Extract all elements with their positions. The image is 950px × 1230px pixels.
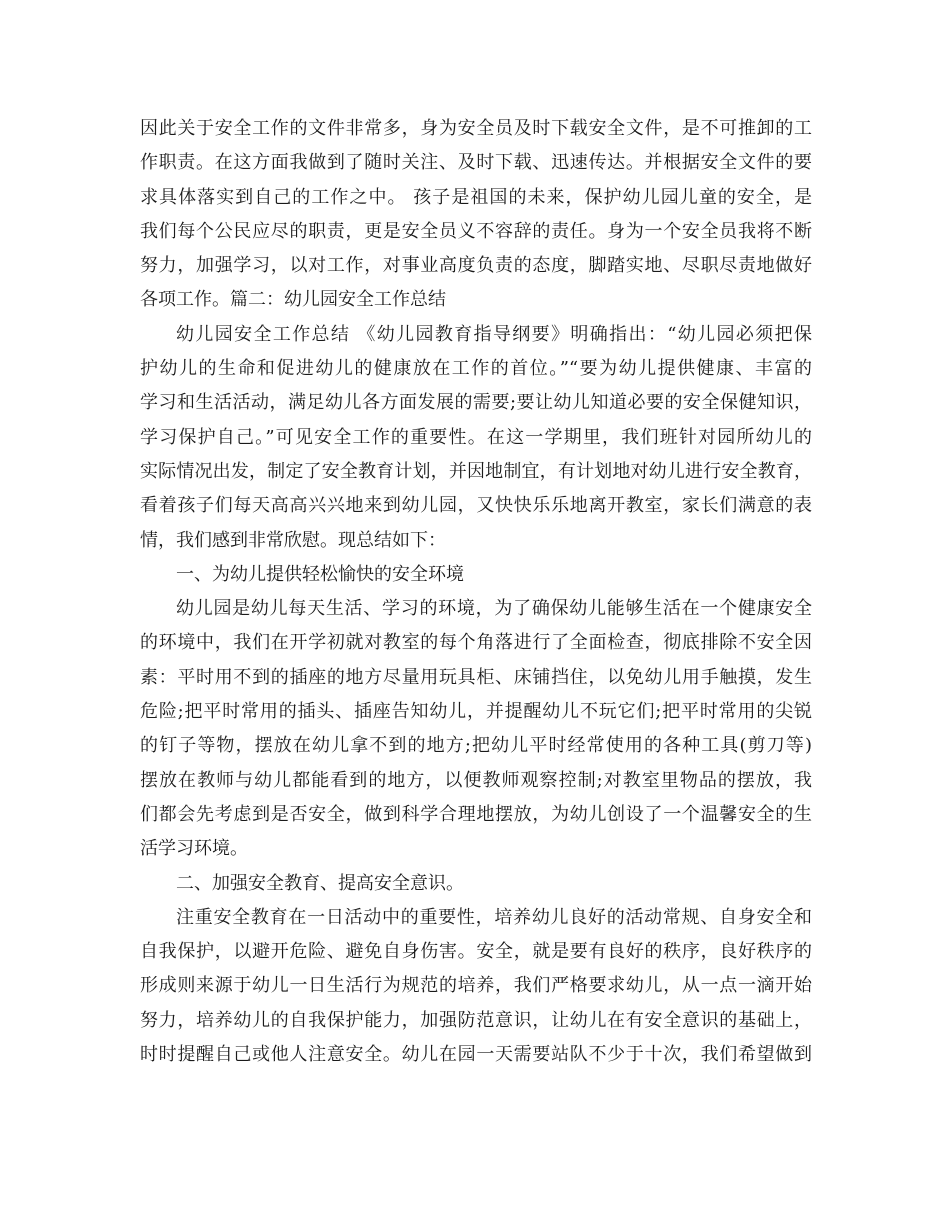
text-line: 形成则来源于幼儿一日生活行为规范的培养，我们严格要求幼儿，从一点一滴开始 bbox=[140, 975, 812, 997]
paragraph bbox=[140, 318, 812, 558]
text-line: 看着孩子们每天高高兴兴地来到幼儿园，又快快乐乐地离开教室，家长们满意的表 bbox=[140, 495, 812, 517]
paragraph bbox=[140, 112, 812, 318]
text-line: 的钉子等物，摆放在幼儿拿不到的地方;把幼儿平时经常使用的各种工具(剪刀等) bbox=[140, 735, 812, 757]
text-line: 我们每个公民应尽的职责，更是安全员义不容辞的责任。身为一个安全员我将不断 bbox=[140, 220, 812, 242]
text-line: 各项工作。篇二：幼儿园安全工作总结 bbox=[140, 289, 446, 311]
paragraph bbox=[140, 592, 812, 866]
text-line: 二、加强安全教育、提高安全意识。 bbox=[176, 872, 464, 894]
text-line: 护幼儿的生命和促进幼儿的健康放在工作的首位。”“要为幼儿提供健康、丰富的 bbox=[140, 358, 812, 380]
text-line: 的环境中，我们在开学初就对教室的每个角落进行了全面检查，彻底排除不安全因 bbox=[140, 632, 812, 654]
text-line: 情，我们感到非常欣慰。现总结如下： bbox=[140, 529, 446, 551]
text-line: 注重安全教育在一日活动中的重要性，培养幼儿良好的活动常规、自身安全和 bbox=[176, 906, 812, 928]
text-line: 活学习环境。 bbox=[140, 838, 248, 860]
section-heading bbox=[140, 558, 812, 592]
paragraph bbox=[140, 901, 812, 1072]
text-line: 时时提醒自己或他人注意安全。幼儿在园一天需要站队不少于十次，我们希望做到 bbox=[140, 1044, 812, 1066]
text-line: 一、为幼儿提供轻松愉快的安全环境 bbox=[176, 563, 464, 585]
text-line: 幼儿园安全工作总结 《幼儿园教育指导纲要》明确指出：“幼儿园必须把保 bbox=[176, 323, 812, 345]
text-line: 素：平时用不到的插座的地方尽量用玩具柜、床铺挡住，以免幼儿用手触摸，发生 bbox=[140, 666, 812, 688]
text-line: 求具体落实到自己的工作之中。 孩子是祖国的未来，保护幼儿园儿童的安全，是 bbox=[140, 186, 812, 208]
text-line: 作职责。在这方面我做到了随时关注、及时下载、迅速传达。并根据安全文件的要 bbox=[140, 152, 812, 174]
text-line: 努力，加强学习，以对工作，对事业高度负责的态度，脚踏实地、尽职尽责地做好 bbox=[140, 255, 812, 277]
section-heading bbox=[140, 867, 812, 901]
text-line: 自我保护，以避开危险、避免自身伤害。安全，就是要有良好的秩序，良好秩序的 bbox=[140, 941, 812, 963]
text-line: 因此关于安全工作的文件非常多，身为安全员及时下载安全文件，是不可推卸的工 bbox=[140, 118, 812, 139]
text-line: 幼儿园是幼儿每天生活、学习的环境，为了确保幼儿能够生活在一个健康安全 bbox=[176, 598, 812, 620]
text-line: 摆放在教师与幼儿都能看到的地方，以便教师观察控制;对教室里物品的摆放，我 bbox=[140, 769, 812, 791]
text-line: 危险;把平时常用的插头、插座告知幼儿，并提醒幼儿不玩它们;把平时常用的尖锐 bbox=[140, 701, 812, 723]
document-body bbox=[140, 112, 812, 1072]
text-line: 努力，培养幼儿的自我保护能力，加强防范意识，让幼儿在有安全意识的基础上， bbox=[140, 1009, 812, 1031]
text-line: 学习和生活活动，满足幼儿各方面发展的需要;要让幼儿知道必要的安全保健知识， bbox=[140, 392, 812, 414]
text-line: 学习保护自己。”可见安全工作的重要性。在这一学期里，我们班针对园所幼儿的 bbox=[140, 426, 812, 448]
text-line: 实际情况出发，制定了安全教育计划，并因地制宜，有计划地对幼儿进行安全教育， bbox=[140, 460, 812, 482]
text-line: 们都会先考虑到是否安全，做到科学合理地摆放，为幼儿创设了一个温馨安全的生 bbox=[140, 803, 812, 825]
